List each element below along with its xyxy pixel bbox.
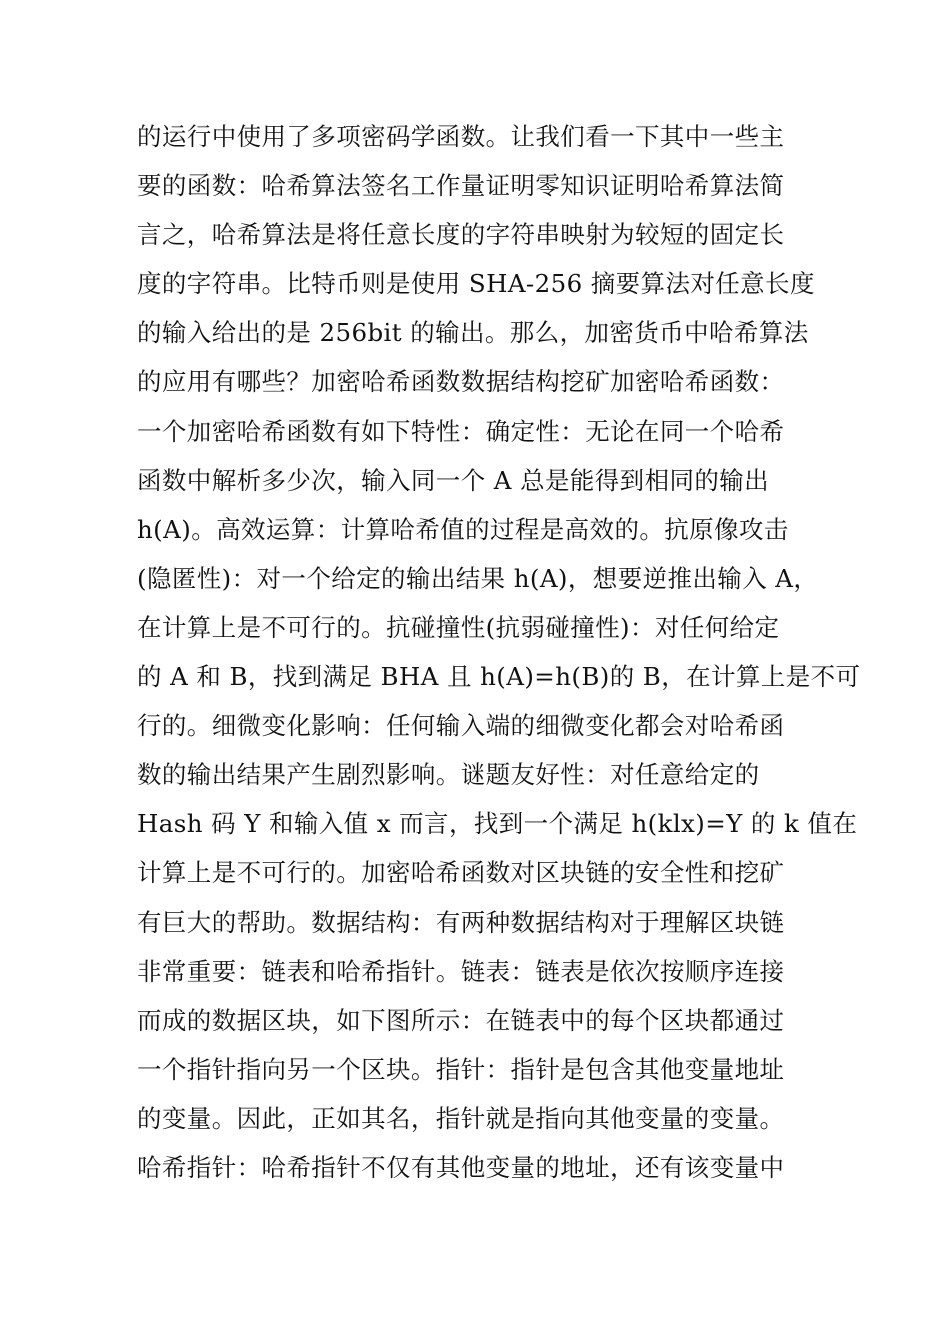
text-line: 在计算上是不可行的。抗碰撞性(抗弱碰撞性)：对任何给定 (137, 612, 780, 642)
text-line: 度的字符串。比特币则是使用 SHA-256 摘要算法对任意长度 (137, 269, 815, 299)
text-line: 的应用有哪些？加密哈希函数数据结构挖矿加密哈希函数： (137, 367, 785, 397)
text-line: 哈希指针：哈希指针不仅有其他变量的地址，还有该变量中 (137, 1152, 785, 1182)
text-line: 数的输出结果产生剧烈影响。谜题友好性：对任意给定的 (137, 760, 760, 790)
text-line: 的 A 和 B，找到满足 BHA 且 h(A)=h(B)的 B，在计算上是不可 (137, 662, 861, 692)
text-line: 的运行中使用了多项密码学函数。让我们看一下其中一些主 (137, 122, 785, 151)
text-line: 言之，哈希算法是将任意长度的字符串映射为较短的固定长 (137, 220, 785, 250)
text-line: 的输入给出的是 256bit 的输出。那么，加密货币中哈希算法 (137, 318, 809, 348)
text-line: 行的。细微变化影响：任何输入端的细微变化都会对哈希函 (137, 711, 785, 741)
text-line: 要的函数：哈希算法签名工作量证明零知识证明哈希算法简 (137, 171, 785, 201)
text-line: 一个加密哈希函数有如下特性：确定性：无论在同一个哈希 (137, 416, 785, 446)
body-text (137, 112, 861, 1192)
text-line: 计算上是不可行的。加密哈希函数对区块链的安全性和挖矿 (137, 858, 785, 888)
text-line: Hash 码 Y 和输入值 x 而言，找到一个满足 h(klx)=Y 的 k 值在 (137, 809, 858, 839)
text-line: 的变量。因此，正如其名，指针就是指向其他变量的变量。 (137, 1103, 785, 1133)
text-line: h(A)。高效运算：计算哈希值的过程是高效的。抗原像攻击 (137, 514, 789, 544)
text-line: 而成的数据区块，如下图所示：在链表中的每个区块都通过 (137, 1005, 785, 1035)
text-line: 有巨大的帮助。数据结构：有两种数据结构对于理解区块链 (137, 907, 785, 937)
text-line: 一个指针指向另一个区块。指针：指针是包含其他变量地址 (137, 1054, 785, 1084)
text-line: 函数中解析多少次，输入同一个 A 总是能得到相同的输出 (137, 465, 770, 495)
text-line: (隐匿性)：对一个给定的输出结果 h(A)，想要逆推出输入 A， (137, 563, 819, 593)
text-line: 非常重要：链表和哈希指针。链表：链表是依次按顺序连接 (137, 956, 785, 986)
